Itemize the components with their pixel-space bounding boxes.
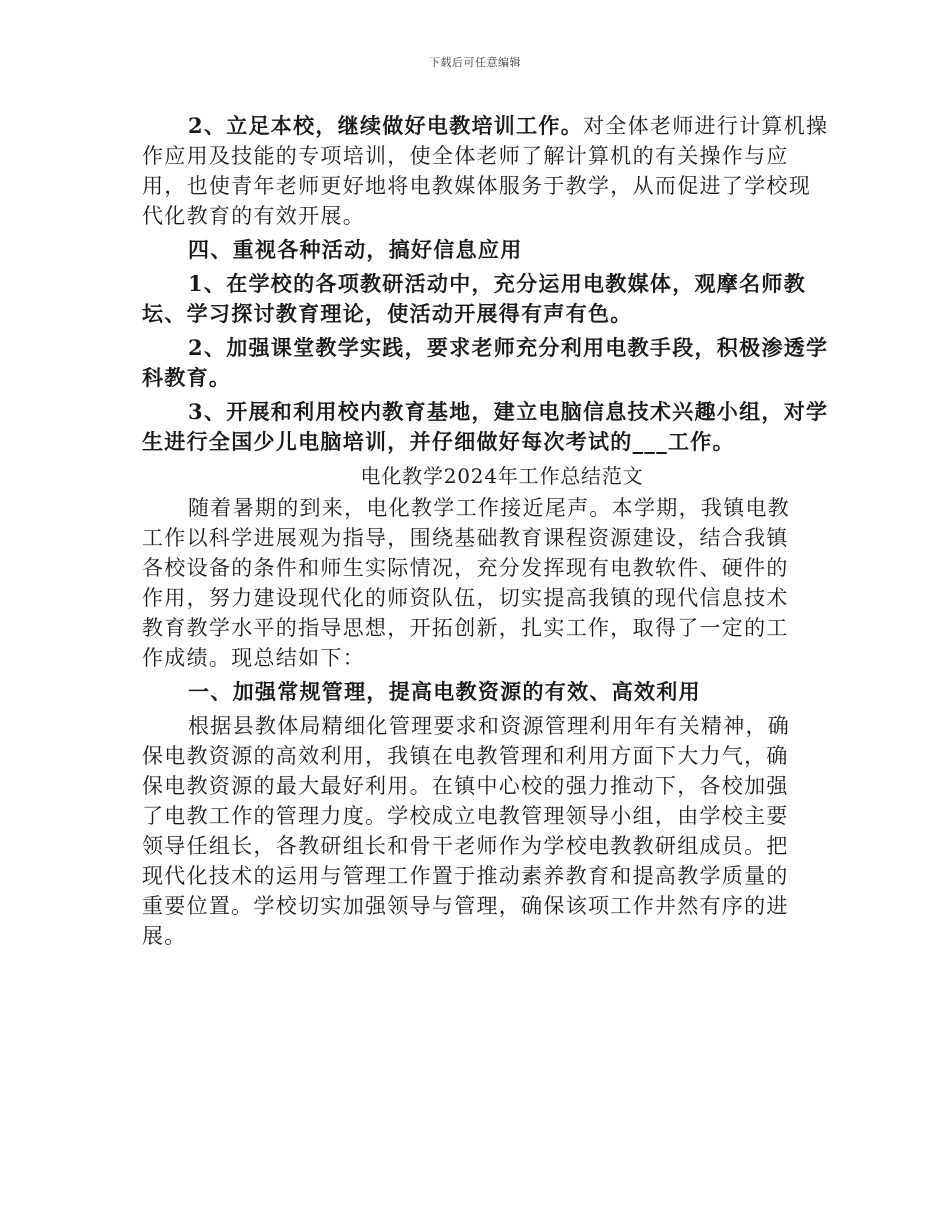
paragraph-management: 根据县教体局精细化管理要求和资源管理利用年有关精神，确保电教资源的高效利用，我镇在电教管理和利用方面下大力气，确保电教资源的最大最好利用。在镇中心校的强力推动下，各校加强了电教工作的管理力度。学校成立电教管理领导小组，由学校主要领导任组长，各教研组长和骨干老师作为学校电教教研组成员。把现代化技术的运用与管理工作置于推动素养教育和提高教学质量的重要位置。学校切实加强领导与管理，确保该项工作井然有序的进展。 [142, 714, 791, 948]
paragraph-training-text: 对全体老师进行计算机操作应用及技能的专项培训，使全体老师了解计算机的有关操作与应用，也使青年老师更好地将电教媒体服务于教学，从而促进了学校现代化教育的有效开展。 [142, 114, 829, 228]
paragraph-activities: 1、在学校的各项教研活动中，充分运用电教媒体，观摩名师教坛、学习探讨教育理论，使活动开展得有声有色。 [142, 271, 807, 326]
header-note: 下载后可任意编辑 [429, 56, 521, 69]
paragraph-intro: 随着暑期的到来，电化教学工作接近尾声。本学期，我镇电教工作以科学进展观为指导，围绕基础教育课程资源建设，结合我镇各校设备的条件和师生实际情况，充分发挥现有电教软件、硬件的作用，努力建设现代化的师资队伍，切实提高我镇的现代信息技术教育教学水平的指导思想，开拓创新，扎实工作，取得了一定的工作成绩。现总结如下： [142, 496, 791, 670]
document-body [142, 111, 832, 951]
paragraph-training [142, 111, 832, 231]
paragraph-classroom: 2、加强课堂教学实践，要求老师充分利用电教手段，积极渗透学科教育。 [142, 335, 829, 390]
document-title: 电化教学2024年工作总结范文 [360, 464, 644, 488]
section-heading-one: 一、加强常规管理，提高电教资源的有效、高效利用 [188, 679, 701, 704]
paragraph-training-lead: 2、立足本校，继续做好电教培训工作。 [188, 113, 584, 138]
section-heading-four: 四、重视各种活动，搞好信息应用 [188, 237, 523, 262]
paragraph-computer-group: 3、开展和利用校内教育基地，建立电脑信息技术兴趣小组，对学生进行全国少儿电脑培训，并仔细做好每次考试的___工作。 [142, 399, 829, 454]
